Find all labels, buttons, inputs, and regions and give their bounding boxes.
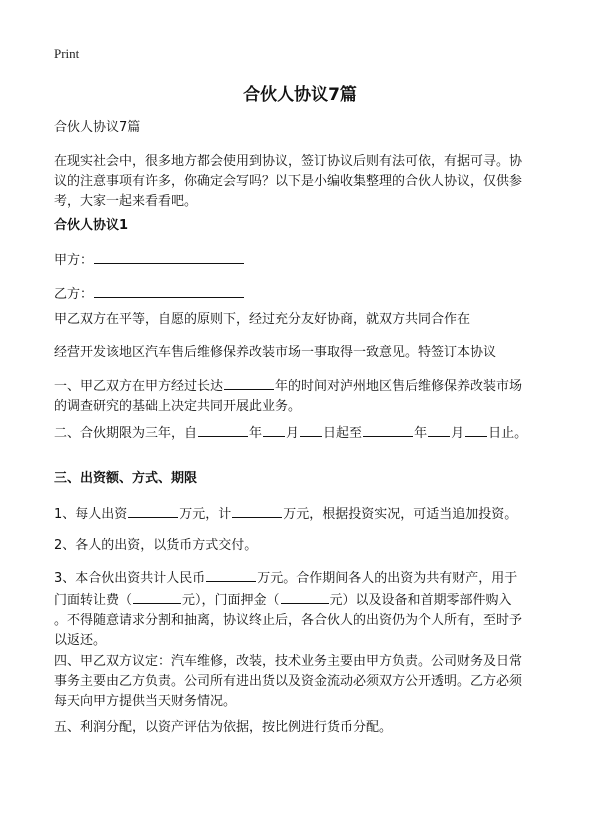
clause-text: 元），门面押金（ xyxy=(182,593,280,608)
party-b-blank xyxy=(94,283,244,298)
fill-blank xyxy=(232,503,282,518)
paragraph: 经营开发该地区汽车售后维修保养改装市场一事取得一致意见。特签订本协议 xyxy=(54,345,497,360)
clause-text: 日止。 xyxy=(488,426,528,441)
clause-text: 元）以及设备和首期零部件购入 xyxy=(329,593,512,608)
print-link[interactable]: Print xyxy=(54,46,80,61)
clause-1 xyxy=(54,375,550,417)
clause-5: 五、利润分配，以资产评估为依据，按比例进行货币分配。 xyxy=(54,720,393,735)
party-a-row xyxy=(54,249,550,271)
clause-line: 事务主要由乙方负责。公司所有进出货以及资金流动必须双方公开透明。乙方必须 xyxy=(54,674,523,689)
fill-blank xyxy=(363,422,413,437)
clause-3-2: 2、各人的出资，以货币方式交付。 xyxy=(54,538,258,553)
clause-3-3 xyxy=(54,567,550,651)
clause-2 xyxy=(54,422,550,444)
party-a-blank xyxy=(94,249,244,264)
fill-blank xyxy=(465,422,487,437)
clause-text: 3、本合伙出资共计人民币 xyxy=(54,571,206,586)
section-heading: 合伙人协议1 xyxy=(54,218,129,233)
clause-text: 一、甲乙双方在甲方经过长达 xyxy=(54,379,224,394)
fill-blank xyxy=(263,422,285,437)
clause-line: 以返还。 xyxy=(54,633,107,648)
fill-blank xyxy=(198,422,248,437)
clause-text: 万元，根据投资实况，可适当追加投资。 xyxy=(283,507,518,522)
section-heading: 三、出资额、方式、期限 xyxy=(54,471,198,486)
clause-text: 年 xyxy=(414,426,428,441)
fill-blank xyxy=(281,589,329,604)
clause-text: 年的时间对泸州地区售后维修保养改装市场 xyxy=(275,379,523,394)
clause-text: 月 xyxy=(286,426,300,441)
clause-4 xyxy=(54,652,550,712)
fill-blank xyxy=(133,589,181,604)
clause-text: 月 xyxy=(451,426,465,441)
clause-line xyxy=(54,567,550,589)
clause-line xyxy=(54,589,550,611)
fill-blank xyxy=(224,375,274,390)
document-subtitle: 合伙人协议7篇 xyxy=(54,120,141,135)
clause-line: 的调查研究的基础上决定共同开展此业务。 xyxy=(54,399,302,414)
fill-blank xyxy=(300,422,322,437)
clause-line: 。不得随意请求分割和抽离，协议终止后，各合伙人的出资仍为个人所有，至时予 xyxy=(54,613,523,628)
clause-line xyxy=(54,375,550,397)
clause-text: 万元，计 xyxy=(179,507,232,522)
party-a-label: 甲方： xyxy=(54,253,94,268)
clause-text: 门面转让费（ xyxy=(54,593,133,608)
intro-line: 在现实社会中，很多地方都会使用到协议，签订协议后则有法可依，有据可寻。协 xyxy=(54,154,523,169)
clause-line: 每天向甲方提供当天财务情况。 xyxy=(54,694,237,709)
intro-paragraph xyxy=(54,152,550,212)
clause-text: 日起至 xyxy=(323,426,363,441)
clause-text: 年 xyxy=(249,426,263,441)
fill-blank xyxy=(128,503,178,518)
paragraph: 甲乙双方在平等，自愿的原则下，经过充分友好协商，就双方共同合作在 xyxy=(54,312,471,327)
clause-text: 二、合伙期限为三年，自 xyxy=(54,426,198,441)
party-b-row xyxy=(54,283,550,305)
clause-line: 四、甲乙双方议定：汽车维修，改装，技术业务主要由甲方负责。公司财务及日常 xyxy=(54,654,523,669)
document-title: 合伙人协议7篇 xyxy=(243,85,357,105)
fill-blank xyxy=(428,422,450,437)
party-b-label: 乙方： xyxy=(54,287,94,302)
clause-text: 万元。合作期间各人的出资为共有财产，用于 xyxy=(257,571,518,586)
clause-3-1 xyxy=(54,503,550,525)
intro-line: 议的注意事项有许多，你确定会写吗？以下是小编收集整理的合伙人协议，仅供参 xyxy=(54,174,523,189)
clause-text: 1、每人出资 xyxy=(54,507,128,522)
fill-blank xyxy=(206,567,256,582)
intro-line: 考，大家一起来看看吧。 xyxy=(54,194,198,209)
